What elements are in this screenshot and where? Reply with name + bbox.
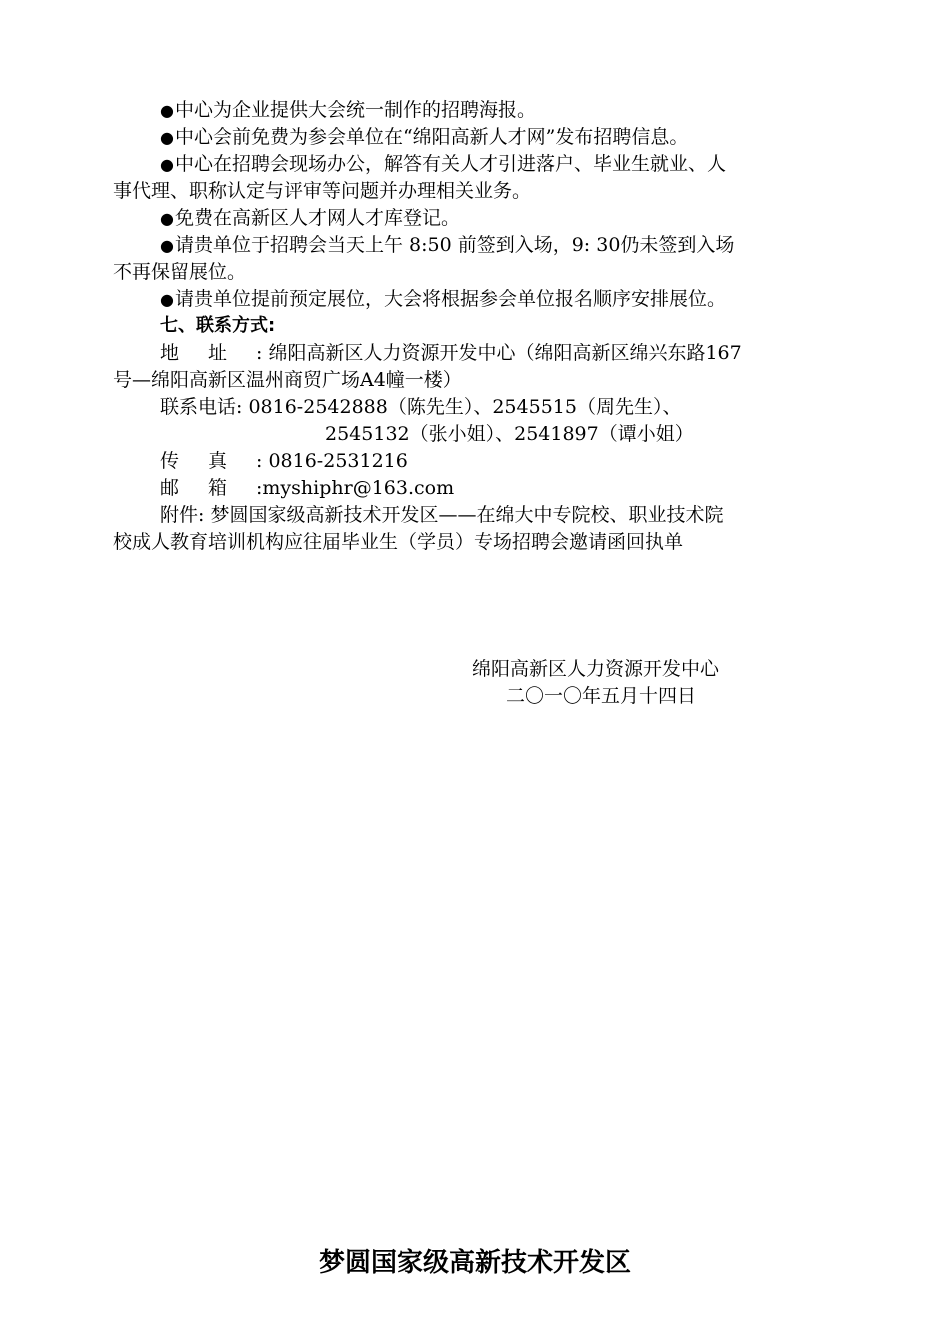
bullet-icon: ● bbox=[160, 155, 174, 174]
email-line bbox=[160, 476, 454, 500]
bullet-item-talent-db: ●免费在高新区人才网人才库登记。 bbox=[160, 207, 460, 229]
bullet-item-onsite-office: ●中心在招聘会现场办公，解答有关人才引进落户、毕业生就业、人 bbox=[160, 153, 726, 175]
bullet-icon: ● bbox=[160, 209, 174, 228]
bullet-item-checkin-cont: 不再保留展位。 bbox=[113, 261, 247, 283]
bullet-item-onsite-office-cont: 事代理、职称认定与评审等问题并办理相关业务。 bbox=[113, 180, 532, 202]
signature-date: 二〇一〇年五月十四日 bbox=[506, 685, 697, 707]
phone-line-cont: 2545132（张小姐）、2541897（谭小姐） bbox=[325, 423, 694, 445]
fax-value: : 0816-2531216 bbox=[256, 450, 408, 472]
bullet-item-web-post: ●中心会前免费为参会单位在“绵阳高新人才网”发布招聘信息。 bbox=[160, 126, 689, 148]
fax-line bbox=[160, 449, 408, 473]
address-line bbox=[160, 341, 742, 365]
address-value: : 绵阳高新区人力资源开发中心（绵阳高新区绵兴东路167 bbox=[256, 342, 742, 364]
bullet-icon: ● bbox=[160, 236, 174, 255]
bullet-item-poster: ●中心为企业提供大会统一制作的招聘海报。 bbox=[160, 99, 536, 121]
attachment-line: 附件: 梦圆国家级高新技术开发区——在绵大中专院校、职业技术院 bbox=[160, 504, 724, 526]
section-heading-contact: 七、联系方式: bbox=[160, 315, 276, 336]
bullet-item-booking: ●请贵单位提前预定展位，大会将根据参会单位报名顺序安排展位。 bbox=[160, 288, 726, 310]
next-page-title: 梦圆国家级高新技术开发区 bbox=[318, 1248, 631, 1278]
bullet-icon: ● bbox=[160, 128, 174, 147]
bullet-item-checkin: ●请贵单位于招聘会当天上午 8:50 前签到入场，9: 30仍未签到入场 bbox=[160, 234, 735, 256]
phone-value: : 0816-2542888（陈先生）、2545515（周先生）、 bbox=[236, 396, 682, 418]
attachment-line-cont: 校成人教育培训机构应往届毕业生（学员）专场招聘会邀请函回执单 bbox=[113, 531, 684, 553]
signature-org: 绵阳高新区人力资源开发中心 bbox=[472, 658, 720, 680]
address-line-cont: 号—绵阳高新区温州商贸广场A4幢一楼） bbox=[113, 369, 462, 391]
email-label: 邮箱 bbox=[160, 477, 257, 499]
address-label: 地址 bbox=[160, 342, 257, 364]
bullet-icon: ● bbox=[160, 290, 174, 309]
fax-label: 传真 bbox=[160, 450, 257, 472]
phone-line bbox=[160, 395, 681, 419]
phone-label: 联系电话 bbox=[160, 396, 237, 418]
bullet-icon: ● bbox=[160, 101, 174, 120]
email-value: :myshiphr@163.com bbox=[256, 477, 455, 499]
